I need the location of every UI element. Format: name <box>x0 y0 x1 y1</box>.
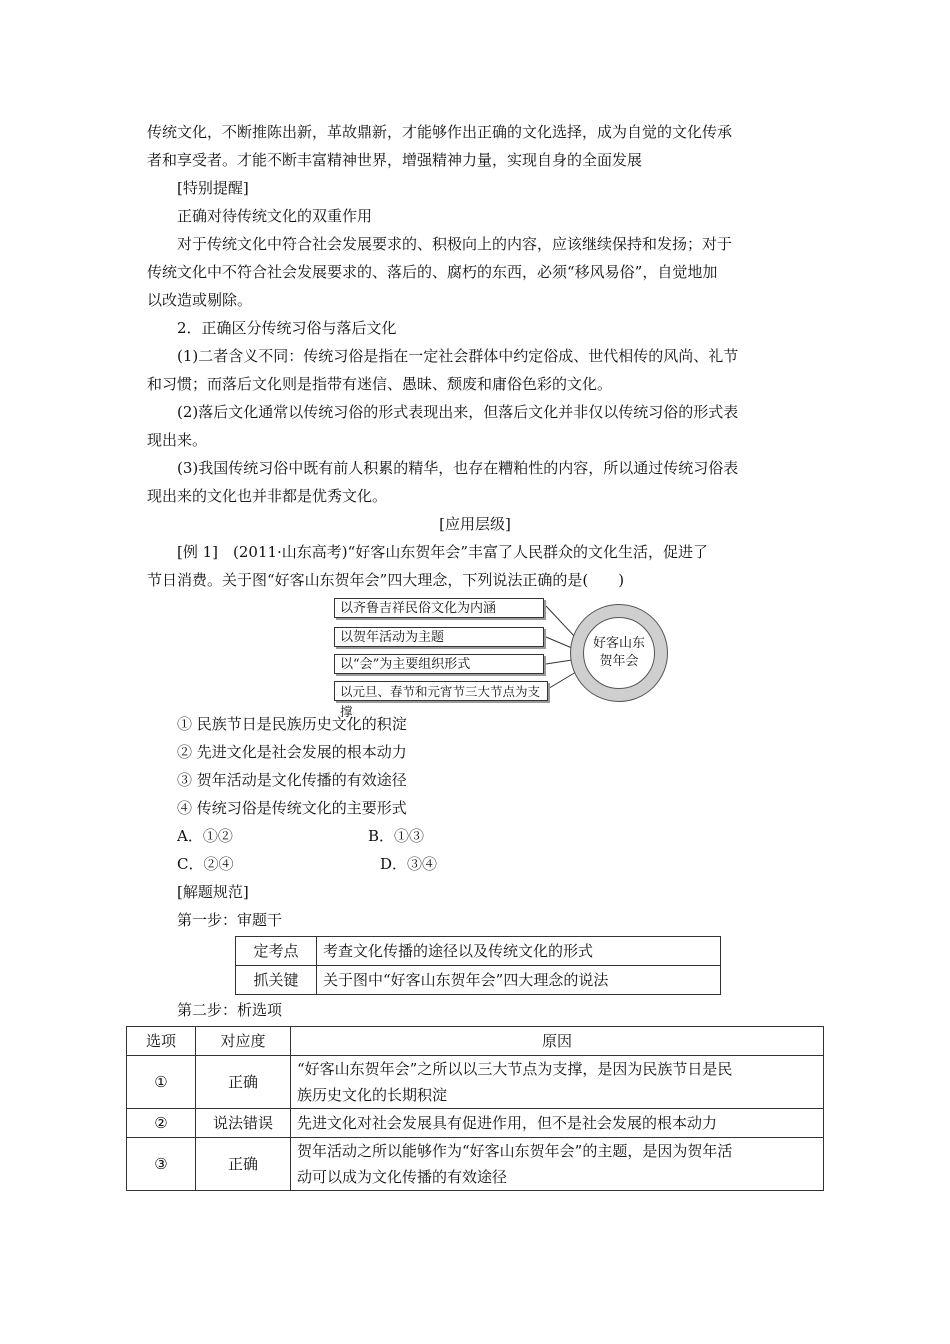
paragraph-line: 和习惯；而落后文化则是指带有迷信、愚昧、颓废和庸俗色彩的文化。 <box>147 375 613 393</box>
reason-line: “好客山东贺年会”之所以以三大节点为支撑，是因为民族节日是民 <box>297 1060 733 1078</box>
option-d: D．③④ <box>380 855 438 873</box>
paragraph-line: 传统文化中不符合社会发展要求的、落后的、腐朽的东西，必须“移风易俗”，自觉地加 <box>147 263 718 281</box>
reason-line: 贺年活动之所以能够作为“好客山东贺年会”的主题，是因为贺年活 <box>297 1142 733 1160</box>
statement: ④ 传统习俗是传统文化的主要形式 <box>177 799 407 817</box>
example-question: [例 1] (2011·山东高考)“好客山东贺年会”丰富了人民群众的文化生活，促进了 <box>177 543 709 561</box>
analysis-table <box>235 936 721 995</box>
step-two: 第二步：析选项 <box>177 1001 283 1019</box>
table-cell: ① <box>127 1056 196 1109</box>
solution-label: [解题规范] <box>177 883 249 901</box>
option-a: A．①② <box>177 827 233 845</box>
diagram-center-line: 贺年会 <box>599 654 639 669</box>
table-cell: 考查文化传播的途径以及传统文化的形式 <box>317 937 721 966</box>
table-cell: 先进文化对社会发展具有促进作用，但不是社会发展的根本动力 <box>291 1109 824 1138</box>
table-header-row <box>127 1027 824 1056</box>
table-cell: 关于图中“好客山东贺年会”四大理念的说法 <box>317 966 721 995</box>
options-table <box>126 1026 824 1191</box>
diagram-center <box>583 617 655 689</box>
option-b: B．①③ <box>368 827 425 845</box>
diagram-box: 以“会”为主要组织形式 <box>334 654 544 674</box>
diagram-box: 以齐鲁吉祥民俗文化为内涵 <box>334 598 544 618</box>
paragraph-line: 现出来的文化也并非都是优秀文化。 <box>147 487 388 505</box>
example-question: 节日消费。关于图“好客山东贺年会”四大理念，下列说法正确的是( ) <box>147 571 625 589</box>
table-header: 选项 <box>127 1027 196 1056</box>
reason-line: 族历史文化的长期积淀 <box>297 1086 448 1104</box>
table-cell: 说法错误 <box>196 1109 291 1138</box>
paragraph-line: (2)落后文化通常以传统习俗的形式表现出来，但落后文化并非仅以传统习俗的形式表 <box>177 403 739 421</box>
option-c: C．②④ <box>177 855 234 873</box>
paragraph-line: 以改造或剔除。 <box>147 291 253 309</box>
diagram-center-line: 好客山东 <box>592 636 645 651</box>
table-row <box>127 1138 824 1191</box>
table-row <box>236 966 721 995</box>
level-heading: [应用层级] <box>439 515 511 533</box>
diagram-circle <box>570 604 668 702</box>
special-tip-label: [特别提醒] <box>177 179 249 197</box>
table-row <box>127 1109 824 1138</box>
paragraph-line: 对于传统文化中符合社会发展要求的、积极向上的内容，应该继续保持和发扬；对于 <box>177 235 733 253</box>
table-cell <box>291 1056 824 1109</box>
statement: ① 民族节日是民族历史文化的积淀 <box>177 715 407 733</box>
paragraph-line: (1)二者含义不同：传统习俗是指在一定社会群体中约定俗成、世代相传的风尚、礼节 <box>177 347 739 365</box>
paragraph-line: 传统文化，不断推陈出新，革故鼎新，才能够作出正确的文化选择，成为自觉的文化传承 <box>147 123 733 141</box>
table-cell: 抓关键 <box>236 966 317 995</box>
paragraph-line: (3)我国传统习俗中既有前人积累的精华，也存在糟粕性的内容，所以通过传统习俗表 <box>177 459 739 477</box>
paragraph-line: 现出来。 <box>147 431 208 449</box>
table-header: 原因 <box>291 1027 824 1056</box>
statement: ② 先进文化是社会发展的根本动力 <box>177 743 407 761</box>
table-cell: 正确 <box>196 1138 291 1191</box>
table-row <box>127 1056 824 1109</box>
table-row <box>236 937 721 966</box>
tip-title: 正确对待传统文化的双重作用 <box>177 207 373 225</box>
table-cell: 定考点 <box>236 937 317 966</box>
section-heading: 2．正确区分传统习俗与落后文化 <box>177 319 397 337</box>
table-cell <box>291 1138 824 1191</box>
table-cell: ③ <box>127 1138 196 1191</box>
concept-diagram <box>334 596 674 719</box>
statement: ③ 贺年活动是文化传播的有效途径 <box>177 771 407 789</box>
paragraph-line: 者和享受者。才能不断丰富精神世界，增强精神力量，实现自身的全面发展 <box>147 151 643 169</box>
table-cell: ② <box>127 1109 196 1138</box>
reason-line: 动可以成为文化传播的有效途径 <box>297 1168 508 1186</box>
table-header: 对应度 <box>196 1027 291 1056</box>
diagram-box: 以贺年活动为主题 <box>334 627 544 647</box>
step-one: 第一步：审题干 <box>177 911 283 929</box>
diagram-box: 以元旦、春节和元宵节三大节点为支撑 <box>334 681 548 701</box>
table-cell: 正确 <box>196 1056 291 1109</box>
